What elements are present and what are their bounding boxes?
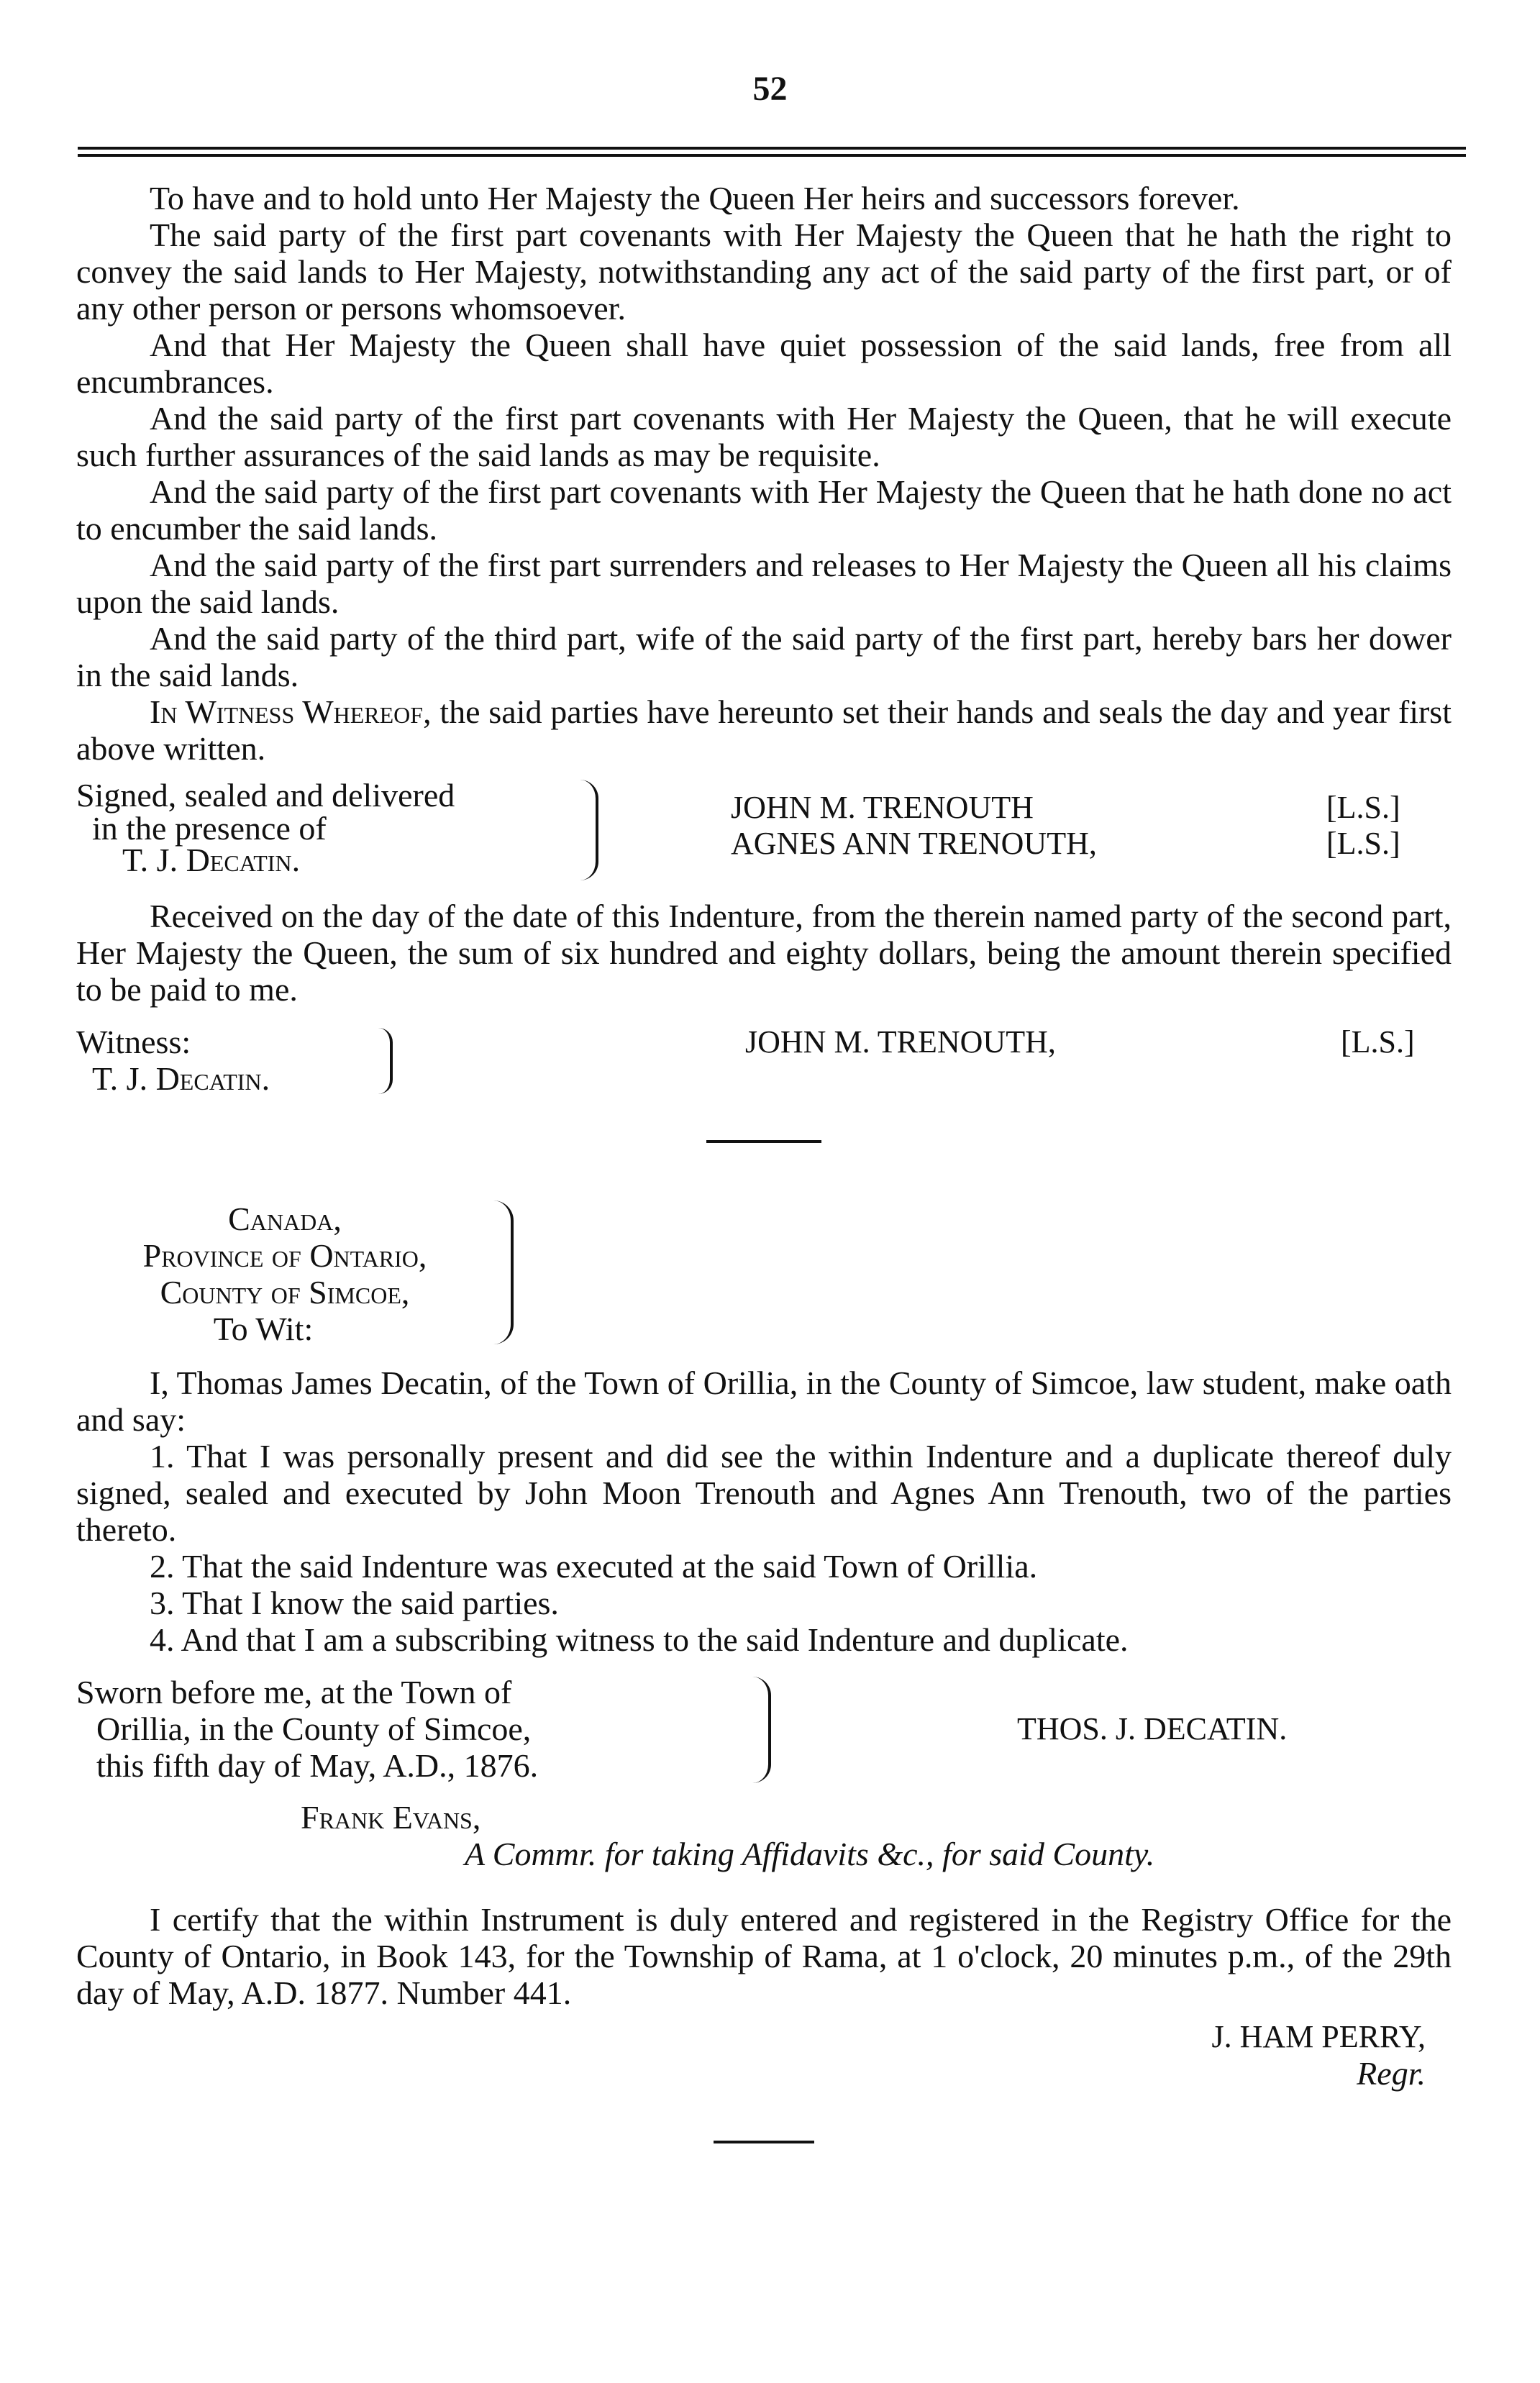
seal-mark-2: [L.S.]	[1326, 826, 1400, 861]
signing-brace	[580, 780, 598, 880]
commissioner-title: A Commr. for taking Affidavits &c., for said County.	[465, 1836, 1155, 1872]
covenant-no-encumbrance: And the said party of the first part covenants with Her Majesty the Queen that he hath done no act to encumber the said lands.	[76, 473, 1452, 547]
testimonium-text: the said parties have hereunto set their hands and seals the day and year first above written.	[76, 693, 1452, 767]
receipt-brace	[378, 1028, 393, 1094]
seal-mark-1: [L.S.]	[1326, 790, 1400, 825]
venue-to-wit: To Wit:	[213, 1311, 314, 1347]
affidavit-intro: I, Thomas James Decatin, of the Town of Orillia, in the County of Simcoe, law student, make oath and say:	[76, 1364, 1452, 1438]
receipt-text: Received on the day of the date of this Indenture, from the therein named party of the second part, Her Majesty the Queen, the sum of six hundred and eighty dollars, being the amount therein specified to be paid to me.	[76, 898, 1452, 1008]
covenant-right-to-convey: The said party of the first part covenants with Her Majesty the Queen that he hath the right to convey the said lands to Her Majesty, notwithstanding any act of the said party of the first part, or of any other person or persons whomsoever.	[76, 217, 1452, 327]
affidavit-item-4: 4. And that I am a subscribing witness to the said Indenture and duplicate.	[150, 1621, 1129, 1658]
signer-agnes-trenouth: AGNES ANN TRENOUTH,	[731, 826, 1097, 861]
signing-witness-name: T. J. Decatin.	[122, 842, 301, 878]
header-rule	[78, 147, 1466, 157]
commissioner-name: Frank Evans,	[301, 1799, 481, 1836]
registration-block	[76, 1901, 1452, 2092]
jurat-line-1: Sworn before me, at the Town of	[76, 1674, 512, 1710]
testimonium-lead: In Witness Whereof,	[150, 693, 432, 730]
page-number: 52	[752, 70, 788, 108]
section-divider	[706, 1140, 821, 1143]
document-body	[76, 180, 1452, 2143]
receipt-signer: JOHN M. TRENOUTH,	[745, 1024, 1056, 1060]
affidavit-item-3: 3. That I know the said parties.	[150, 1585, 559, 1621]
release-of-claims: And the said party of the first part surrenders and releases to Her Majesty the Queen all his claims upon the said lands.	[76, 547, 1452, 620]
affidavit-item-2: 2. That the said Indenture was executed at the said Town of Orillia.	[150, 1548, 1038, 1585]
receipt-block	[76, 898, 1452, 1103]
closing-divider	[714, 2141, 814, 2143]
receipt-witness-label: Witness:	[76, 1024, 191, 1060]
affidavit-item-1: 1. That I was personally present and did see the within Indenture and a duplicate thereof duly signed, sealed and executed by John Moon Trenouth and Agnes Ann Trenouth, two of the parties thereto.	[76, 1438, 1452, 1548]
venue-brace	[493, 1200, 514, 1344]
registration-certificate: I certify that the within Instrument is duly entered and registered in the Registry Office for the County of Ontario, in Book 143, for the Township of Rama, at 1 o'clock, 20 minutes p.m., of the 29th day of May, A.D. 1877. Number 441.	[76, 1901, 1452, 2011]
testimonium-clause	[76, 693, 1452, 767]
receipt-seal-mark: [L.S.]	[1341, 1024, 1415, 1060]
registrar-name: J. HAM PERRY,	[1211, 2019, 1426, 2054]
presence-line: in the presence of	[92, 810, 327, 847]
affidavit-block	[76, 1200, 1452, 1872]
jurat-line-2: Orillia, in the County of Simcoe,	[96, 1710, 532, 1747]
signed-sealed-line: Signed, sealed and delivered	[76, 777, 455, 814]
covenant-further-assurances: And the said party of the first part covenants with Her Majesty the Queen, that he will execute such further assurances of the said lands as may be requisite.	[76, 400, 1452, 473]
bar-of-dower: And the said party of the third part, wife of the said party of the first part, hereby bars her dower in the said lands.	[76, 620, 1452, 693]
signing-block	[76, 777, 1452, 885]
covenant-quiet-possession: And that Her Majesty the Queen shall have quiet possession of the said lands, free from all encumbrances.	[76, 327, 1452, 400]
habendum-paragraph: To have and to hold unto Her Majesty the Queen Her heirs and successors forever.	[150, 180, 1240, 217]
deed-covenants	[76, 180, 1452, 767]
venue-canada: Canada,	[228, 1200, 342, 1237]
signer-john-trenouth: JOHN M. TRENOUTH	[731, 790, 1034, 825]
jurat-brace	[752, 1677, 771, 1783]
venue-county: County of Simcoe,	[160, 1274, 410, 1311]
receipt-witness-name: T. J. Decatin.	[92, 1060, 270, 1097]
deponent-signature: THOS. J. DECATIN.	[1017, 1711, 1288, 1746]
venue-province: Province of Ontario,	[142, 1237, 427, 1274]
jurat-line-3: this fifth day of May, A.D., 1876.	[96, 1747, 539, 1784]
registrar-title: Regr.	[1357, 2055, 1426, 2092]
